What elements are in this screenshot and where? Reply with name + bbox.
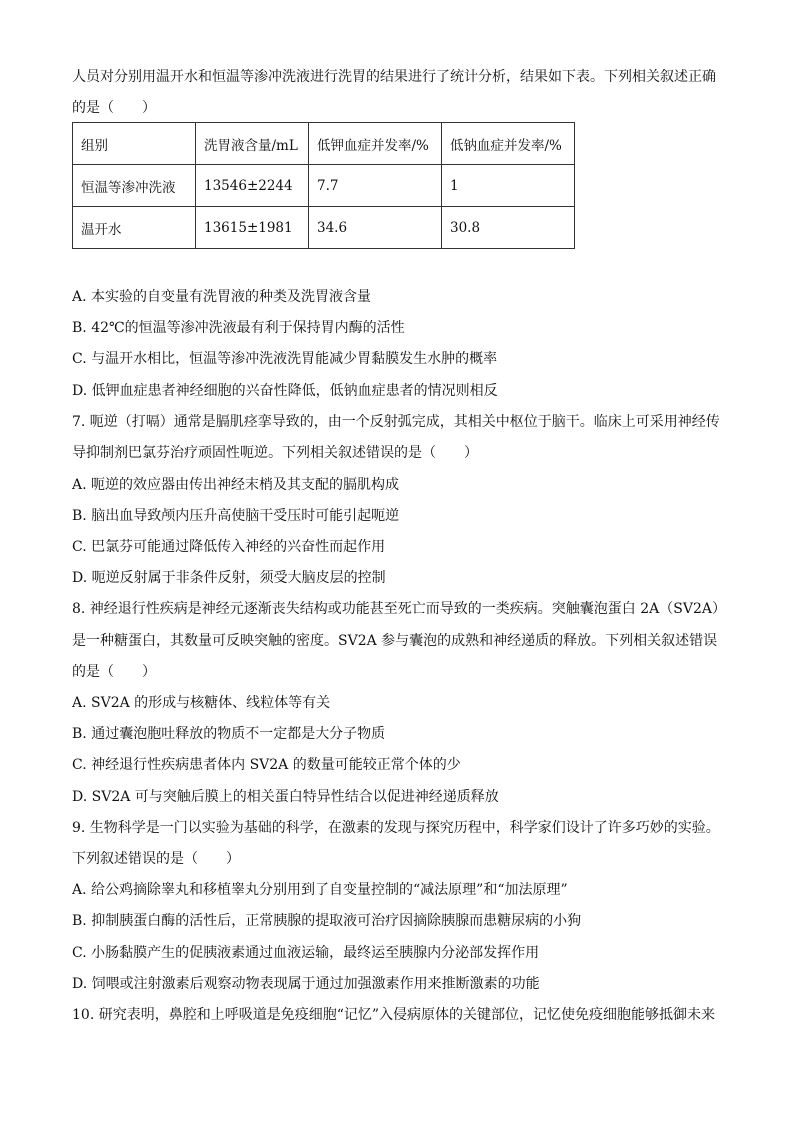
q6-option-c: C. 与温开水相比，恒温等渗冲洗液洗胃能减少胃黏膜发生水肿的概率	[72, 351, 498, 367]
table-header-cell: 低钠血症并发率/%	[442, 123, 575, 165]
q8-option-c: C. 神经退行性疾病患者体内 SV2A 的数量可能较正常个体的少	[72, 757, 461, 773]
intro-line-1: 人员对分别用温开水和恒温等渗冲洗液进行洗胃的结果进行了统计分析，结果如下表。下列相关叙述正确	[72, 69, 716, 85]
table-row	[73, 207, 575, 249]
q9-stem-line-1: 9. 生物科学是一门以实验为基础的科学，在激素的发现与探究历程中，科学家们设计了许多巧妙的实验。	[72, 820, 720, 836]
table-header-cell: 洗胃液含量/mL	[196, 123, 309, 165]
q8-stem-line-2: 是一种糖蛋白，其数量可反映突触的密度。SV2A 参与囊泡的成熟和神经递质的释放。下列相关叙述错误	[72, 633, 718, 649]
q6-option-b: B. 42℃的恒温等渗冲洗液最有利于保持胃内酶的活性	[72, 320, 405, 336]
table-cell: 34.6	[309, 207, 442, 249]
q7-option-d: D. 呃逆反射属于非条件反射，须受大脑皮层的控制	[72, 570, 386, 586]
q8-stem-line-1: 8. 神经退行性疾病是神经元逐渐丧失结构或功能甚至死亡而导致的一类疾病。突触囊泡蛋白 2A（SV2A）	[72, 601, 726, 617]
table-cell: 7.7	[309, 165, 442, 207]
q6-option-d: D. 低钾血症患者神经细胞的兴奋性降低，低钠血症患者的情况则相反	[72, 383, 498, 399]
table-header-row	[73, 123, 575, 165]
q8-option-a: A. SV2A 的形成与核糖体、线粒体等有关	[72, 695, 331, 711]
intro-line-2: 的是（ ）	[72, 100, 156, 116]
table-cell: 温开水	[73, 207, 196, 249]
table-cell: 13615±1981	[196, 207, 309, 249]
table-cell: 恒温等渗冲洗液	[73, 165, 196, 207]
table-cell: 13546±2244	[196, 165, 309, 207]
q10-stem-line-1: 10. 研究表明，鼻腔和上呼吸道是免疫细胞“记忆”入侵病原体的关键部位，记忆使免疫细胞能够抵御未来	[72, 1007, 716, 1023]
q7-option-c: C. 巴氯芬可能通过降低传入神经的兴奋性而起作用	[72, 539, 386, 555]
q9-option-d: D. 饲喂或注射激素后观察动物表现属于通过加强激素作用来推断激素的功能	[72, 976, 540, 992]
table-row	[73, 165, 575, 207]
table-header-cell: 低钾血症并发率/%	[309, 123, 442, 165]
q7-option-a: A. 呃逆的效应器由传出神经末梢及其支配的膈肌构成	[72, 477, 400, 493]
q9-stem-line-2: 下列叙述错误的是（ ）	[72, 851, 240, 867]
q8-option-d: D. SV2A 可与突触后膜上的相关蛋白特异性结合以促进神经递质释放	[72, 789, 499, 805]
table-cell: 30.8	[442, 207, 575, 249]
q7-stem-line-1: 7. 呃逆（打嗝）通常是膈肌痉挛导致的，由一个反射弧完成，其相关中枢位于脑干。临床上可采用神经传	[72, 414, 720, 430]
q9-option-a: A. 给公鸡摘除睾丸和移植睾丸分别用到了自变量控制的“减法原理”和“加法原理”	[72, 882, 568, 898]
q7-option-b: B. 脑出血导致颅内压升高使脑干受压时可能引起呃逆	[72, 508, 400, 524]
q9-option-b: B. 抑制胰蛋白酶的活性后，正常胰腺的提取液可治疗因摘除胰腺而患糖尿病的小狗	[72, 913, 582, 929]
q6-option-a: A. 本实验的自变量有洗胃液的种类及洗胃液含量	[72, 289, 372, 305]
table-header-cell: 组别	[73, 123, 196, 165]
q9-option-c: C. 小肠黏膜产生的促胰液素通过血液运输，最终运至胰腺内分泌部发挥作用	[72, 945, 540, 961]
q8-option-b: B. 通过囊泡胞吐释放的物质不一定都是大分子物质	[72, 726, 386, 742]
results-table	[72, 122, 575, 249]
q7-stem-line-2: 导抑制剂巴氯芬治疗顽固性呃逆。下列相关叙述错误的是（ ）	[72, 445, 478, 461]
q8-stem-line-3: 的是（ ）	[72, 664, 156, 680]
table-cell: 1	[442, 165, 575, 207]
